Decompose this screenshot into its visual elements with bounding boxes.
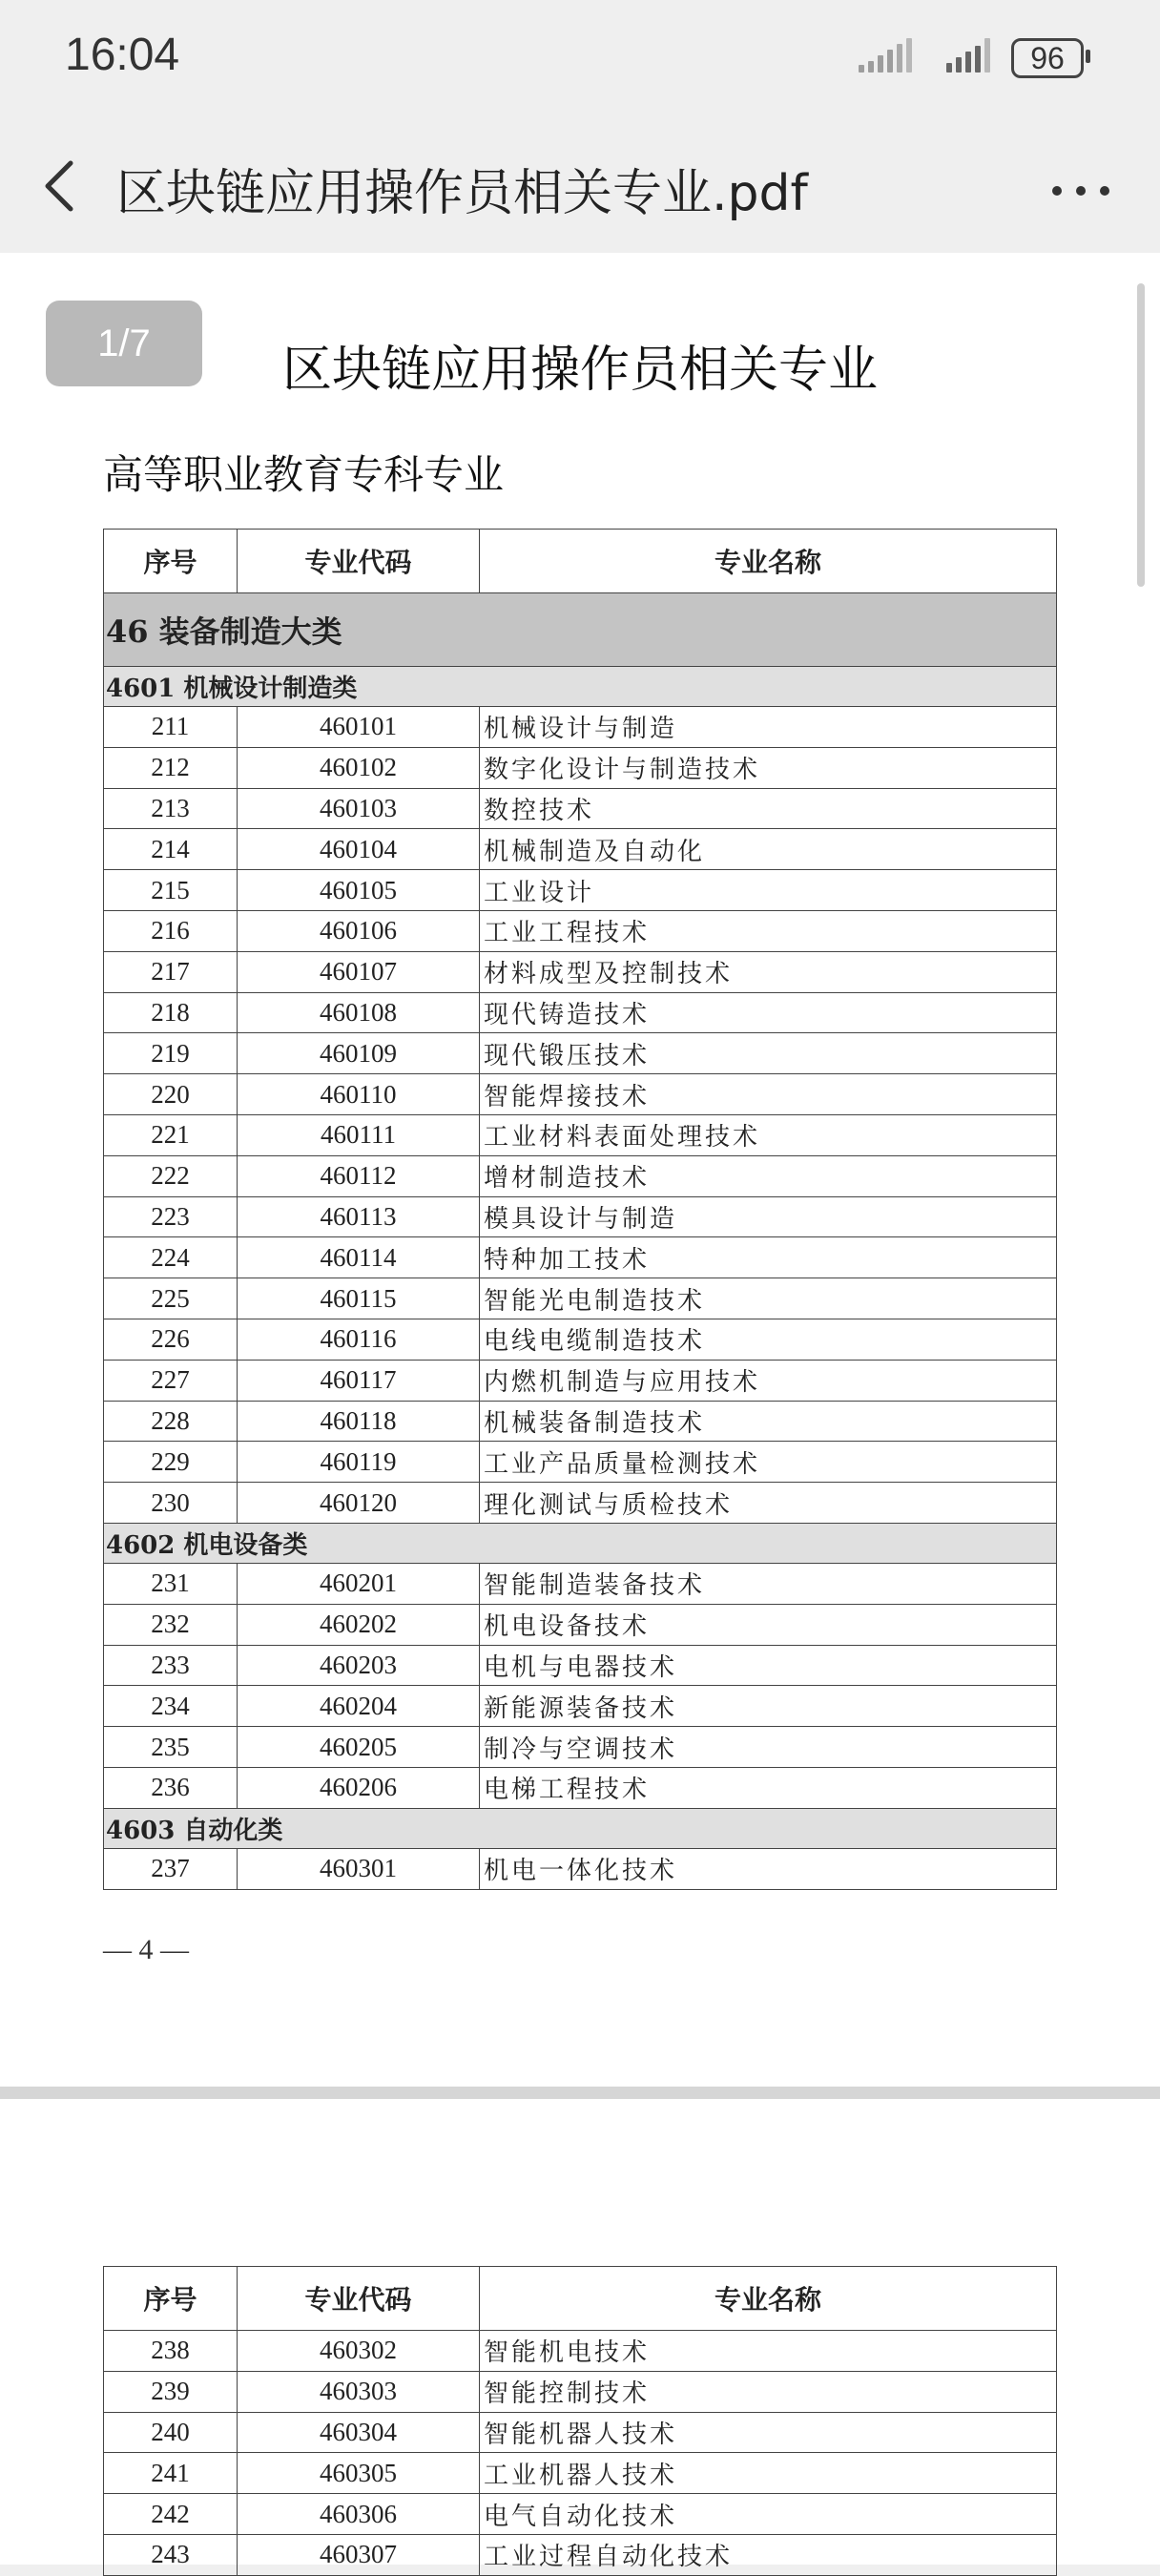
major-code: 460110 [238,1074,480,1115]
row-number: 228 [104,1401,238,1442]
row-number: 216 [104,910,238,951]
major-code: 460102 [238,747,480,788]
header-no: 序号 [104,2267,238,2331]
major-name: 机电设备技术 [480,1604,1057,1645]
major-name: 机械制造及自动化 [480,829,1057,870]
major-code: 460307 [238,2534,480,2575]
signal-1-icon [859,38,916,73]
major-code: 460118 [238,1401,480,1442]
row-number: 225 [104,1278,238,1319]
row-number: 240 [104,2412,238,2453]
row-number: 234 [104,1686,238,1727]
major-code: 460103 [238,788,480,829]
row-number: 236 [104,1767,238,1808]
table-row [104,1727,1057,1768]
major-name: 电线电缆制造技术 [480,1319,1057,1360]
row-number: 241 [104,2453,238,2494]
major-name: 理化测试与质检技术 [480,1483,1057,1524]
table-row [104,1563,1057,1604]
major-code: 460306 [238,2494,480,2535]
status-time: 16:04 [65,30,180,80]
major-name: 智能机器人技术 [480,2412,1057,2453]
major-name: 工业过程自动化技术 [480,2534,1057,2575]
row-number: 218 [104,992,238,1033]
major-name: 工业工程技术 [480,910,1057,951]
majors-table [103,529,1057,1890]
major-code: 460304 [238,2412,480,2453]
table-row [104,829,1057,870]
row-number: 239 [104,2371,238,2412]
row-number: 232 [104,1604,238,1645]
status-bar [0,0,1160,124]
major-code: 460114 [238,1237,480,1278]
table-row [104,788,1057,829]
page-divider [0,2087,1160,2099]
table-header-row [104,530,1057,593]
table-row [104,951,1057,992]
row-number: 237 [104,1848,238,1889]
header-no: 序号 [104,530,238,593]
row-number: 242 [104,2494,238,2535]
row-number: 233 [104,1645,238,1686]
major-name: 机械装备制造技术 [480,1401,1057,1442]
header-code: 专业代码 [238,530,480,593]
table-row [104,1196,1057,1237]
table-row [104,2412,1057,2453]
major-code: 460305 [238,2453,480,2494]
row-number: 219 [104,1033,238,1074]
row-number: 221 [104,1114,238,1155]
page-heading: 区块链应用操作员相关专业 [281,342,878,399]
header-code: 专业代码 [238,2267,480,2331]
row-number: 214 [104,829,238,870]
major-code: 460106 [238,910,480,951]
table-row [104,1237,1057,1278]
row-number: 224 [104,1237,238,1278]
title-bar [0,124,1160,253]
table-row [104,1848,1057,1889]
major-code: 460203 [238,1645,480,1686]
battery-tip [1086,50,1090,63]
table-row [104,707,1057,748]
signal-2-icon [946,38,994,73]
major-name: 机电一体化技术 [480,1848,1057,1889]
subcategory-label: 4603 自动化类 [104,1808,1057,1848]
battery-icon: 96 [1011,38,1084,78]
table-row [104,2371,1057,2412]
major-code: 460201 [238,1563,480,1604]
major-name: 增材制造技术 [480,1155,1057,1196]
table-row [104,1442,1057,1483]
page-subheading: 高等职业教育专科专业 [103,451,505,498]
header-name: 专业名称 [480,2267,1057,2331]
major-name: 制冷与空调技术 [480,1727,1057,1768]
major-name: 模具设计与制造 [480,1196,1057,1237]
subcategory-row [104,1523,1057,1563]
major-code: 460202 [238,1604,480,1645]
table-row [104,747,1057,788]
major-code: 460301 [238,1848,480,1889]
row-number: 243 [104,2534,238,2575]
major-name: 工业机器人技术 [480,2453,1057,2494]
page-indicator: 1/7 [46,301,202,386]
row-number: 222 [104,1155,238,1196]
major-name: 电梯工程技术 [480,1767,1057,1808]
major-name: 工业产品质量检测技术 [480,1442,1057,1483]
major-name: 智能机电技术 [480,2331,1057,2372]
major-name: 智能控制技术 [480,2371,1057,2412]
table-row [104,1114,1057,1155]
category-row [104,593,1057,667]
row-number: 229 [104,1442,238,1483]
row-number: 220 [104,1074,238,1115]
row-number: 217 [104,951,238,992]
major-name: 智能光电制造技术 [480,1278,1057,1319]
major-code: 460204 [238,1686,480,1727]
pdf-page-2 [0,2099,1160,2572]
major-name: 现代铸造技术 [480,992,1057,1033]
more-options-icon[interactable] [1047,177,1114,205]
major-name: 智能制造装备技术 [480,1563,1057,1604]
row-number: 231 [104,1563,238,1604]
major-name: 数控技术 [480,788,1057,829]
table-row [104,1686,1057,1727]
category-label: 46 装备制造大类 [104,593,1057,667]
major-code: 460116 [238,1319,480,1360]
table-row [104,2534,1057,2575]
major-name: 新能源装备技术 [480,1686,1057,1727]
major-code: 460303 [238,2371,480,2412]
major-name: 工业材料表面处理技术 [480,1114,1057,1155]
table-row [104,1645,1057,1686]
table-row [104,1401,1057,1442]
table-row [104,1074,1057,1115]
table-row [104,1483,1057,1524]
major-code: 460105 [238,870,480,911]
major-name: 特种加工技术 [480,1237,1057,1278]
table-row [104,2331,1057,2372]
major-code: 460112 [238,1155,480,1196]
table-row [104,992,1057,1033]
document-title: 区块链应用操作员相关专业.pdf [116,165,808,222]
table-row [104,2453,1057,2494]
table-row [104,1278,1057,1319]
header-name: 专业名称 [480,530,1057,593]
row-number: 223 [104,1196,238,1237]
major-code: 460101 [238,707,480,748]
row-number: 238 [104,2331,238,2372]
major-name: 数字化设计与制造技术 [480,747,1057,788]
table-row [104,910,1057,951]
major-name: 材料成型及控制技术 [480,951,1057,992]
major-code: 460111 [238,1114,480,1155]
row-number: 212 [104,747,238,788]
table-row [104,1155,1057,1196]
table-row [104,1319,1057,1360]
major-name: 内燃机制造与应用技术 [480,1360,1057,1401]
major-name: 现代锻压技术 [480,1033,1057,1074]
page-number: — 4 — [103,1934,189,1965]
major-code: 460117 [238,1360,480,1401]
major-code: 460108 [238,992,480,1033]
table-row [104,1604,1057,1645]
major-code: 460107 [238,951,480,992]
subcategory-row [104,1808,1057,1848]
major-code: 460115 [238,1278,480,1319]
table-row [104,870,1057,911]
row-number: 235 [104,1727,238,1768]
subcategory-label: 4601 机械设计制造类 [104,667,1057,707]
major-name: 智能焊接技术 [480,1074,1057,1115]
row-number: 227 [104,1360,238,1401]
major-name: 电机与电器技术 [480,1645,1057,1686]
scrollbar[interactable] [1137,283,1145,587]
table-header-row [104,2267,1057,2331]
major-code: 460302 [238,2331,480,2372]
major-code: 460119 [238,1442,480,1483]
major-code: 460205 [238,1727,480,1768]
row-number: 211 [104,707,238,748]
major-code: 460113 [238,1196,480,1237]
major-code: 460120 [238,1483,480,1524]
majors-table-continued [103,2266,1057,2576]
row-number: 230 [104,1483,238,1524]
pdf-page [0,253,1160,2087]
back-arrow-icon[interactable] [38,157,86,215]
table-row [104,1767,1057,1808]
major-code: 460104 [238,829,480,870]
row-number: 213 [104,788,238,829]
row-number: 226 [104,1319,238,1360]
table-row [104,2494,1057,2535]
major-code: 460206 [238,1767,480,1808]
table-row [104,1360,1057,1401]
subcategory-row [104,667,1057,707]
table-row [104,1033,1057,1074]
row-number: 215 [104,870,238,911]
subcategory-label: 4602 机电设备类 [104,1523,1057,1563]
major-name: 工业设计 [480,870,1057,911]
major-name: 机械设计与制造 [480,707,1057,748]
major-name: 电气自动化技术 [480,2494,1057,2535]
major-code: 460109 [238,1033,480,1074]
